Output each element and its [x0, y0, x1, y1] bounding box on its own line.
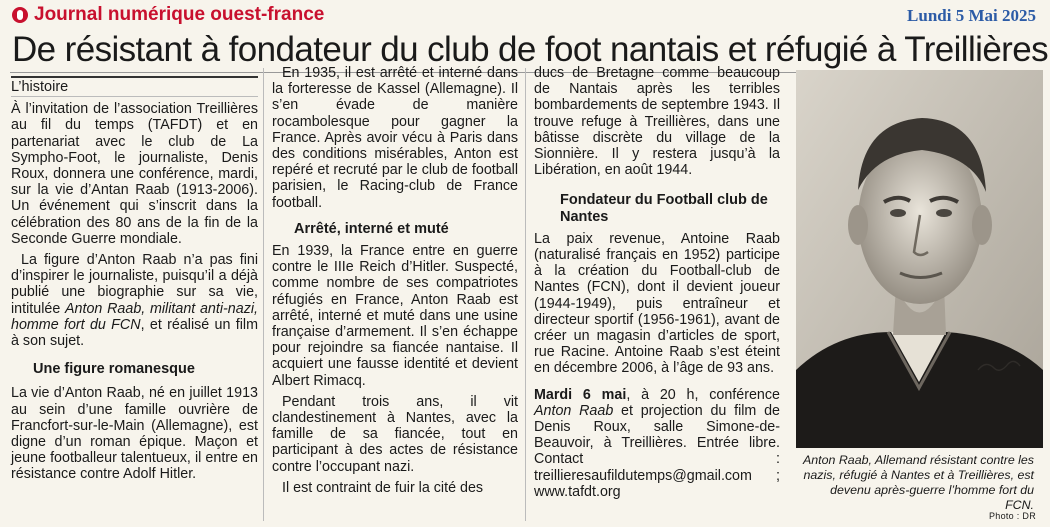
event-date: Mardi 6 mai [534, 386, 627, 403]
article-headline: De résistant à fondateur du club de foot nantais et réfugié à Treillières [12, 30, 1049, 69]
paragraph: Pendant trois ans, il vit clandestinement à Nantes, avec la famille de sa fiancée, tout en participant à des actes de résistance contre l’occupant nazi. [272, 393, 518, 475]
subheading: Arrêté, interné et muté [294, 220, 449, 237]
photo-credit: Photo : DR [988, 511, 1036, 521]
portrait-illustration [796, 70, 1043, 448]
paragraph: ducs de Bretagne comme beaucoup de Nantais après les terribles bombardements de septembre 1943. Il trouve refuge à Treillières, dans une bâtisse discrète du village de la Sionnière. Il y restera jusqu’à la Libération, en août 1944. [534, 65, 780, 179]
ouest-france-logo-icon [12, 7, 28, 23]
brand-name[interactable]: Journal numérique ouest-france [34, 4, 325, 25]
event-info: Mardi 6 mai, à 20 h, conférence Anton Raab et projection du film de Denis Roux, salle Simone-de-Beauvoir, à Treillières. Entrée libre. Contact : treillieresaufildutemps@gmail.com ; www.tafdt.org [534, 386, 780, 500]
paragraph: À l’invitation de l’association Treillières au fil du temps (TAFDT) et en partenariat avec le club de La Sympho-Foot, le journaliste, Denis Roux, donnera une conférence, mardi, sur la vie d’Antan Raab (1913-2006). Un événement qui s’inscrit dans la célébration des 80 ans de la fin de la Seconde Guerre mondiale. [11, 101, 258, 247]
paragraph: La paix revenue, Antoine Raab (naturalisé français en 1952) participe à la création du Football-club de Nantes (FCN), dont il devient joueur (1944-1949), puis entraîneur et directeur sportif (1956-1961), avant de créer un magasin d’articles de sport, rue Racine. Antoine Raab s’est éteint en décembre 2006, à l’âge de 93 ans. [534, 230, 780, 377]
section-kicker: L’histoire [11, 76, 258, 97]
column-divider [525, 68, 526, 521]
article-column-1 [11, 76, 258, 488]
masthead [12, 4, 324, 26]
portrait-photo [796, 70, 1043, 448]
column-divider [263, 68, 264, 521]
article-column-3 [534, 65, 780, 505]
article-column-2 [272, 65, 518, 501]
paragraph: Il est contraint de fuir la cité des [282, 479, 484, 496]
subheading: Une figure romanesque [33, 361, 195, 378]
paragraph: La vie d’Anton Raab, né en juillet 1913 au sein d’une famille ouvrière de Francfort-sur-le-Main (Allemagne), est digne d’un roman épique. Maçon et jeune footballeur talentueux, il entre en résistance contre Adolf Hitler. [11, 385, 258, 483]
issue-date: Lundi 5 Mai 2025 [907, 6, 1036, 25]
book-title: Anton Raab, militant anti-nazi, homme fort du FCN [11, 300, 258, 333]
subheading: Fondateur du Football club de Nantes [560, 192, 768, 225]
event-title: Anton Raab [534, 402, 614, 419]
paragraph: En 1935, il est arrêté et interné dans la forteresse de Kassel (Allemagne). Il s’en évade de manière rocambolesque pour gagner la France. Après avoir vécu à Paris dans des conditions misérables, Anton est repéré et recruté par le club de football parisien, le Racing-club de France football. [272, 65, 518, 211]
paragraph: La figure d’Anton Raab n’a pas fini d’inspirer le journaliste, puisqu’il a déjà publié une biographie sur sa vie, intitulée Anton Raab, militant anti-nazi, homme fort du FCN, et réalisé un film à son sujet. [11, 252, 258, 350]
photo-caption: Anton Raab, Allemand résistant contre les nazis, réfugié à Nantes et à Treillières, est devenu après-guerre l’homme fort du FCN. [803, 453, 1034, 512]
paragraph: En 1939, la France entre en guerre contre le IIIe Reich d’Hitler. Suspecté, comme nombre de ses compatriotes réfugiés en France, Anton Raab est arrêté, interné et muté dans une usine française d’armement. Il s’en échappe pour rejoindre sa fiancée nantaise. Il acquiert une fausse identité et devient Albert Rimacq. [272, 243, 518, 389]
